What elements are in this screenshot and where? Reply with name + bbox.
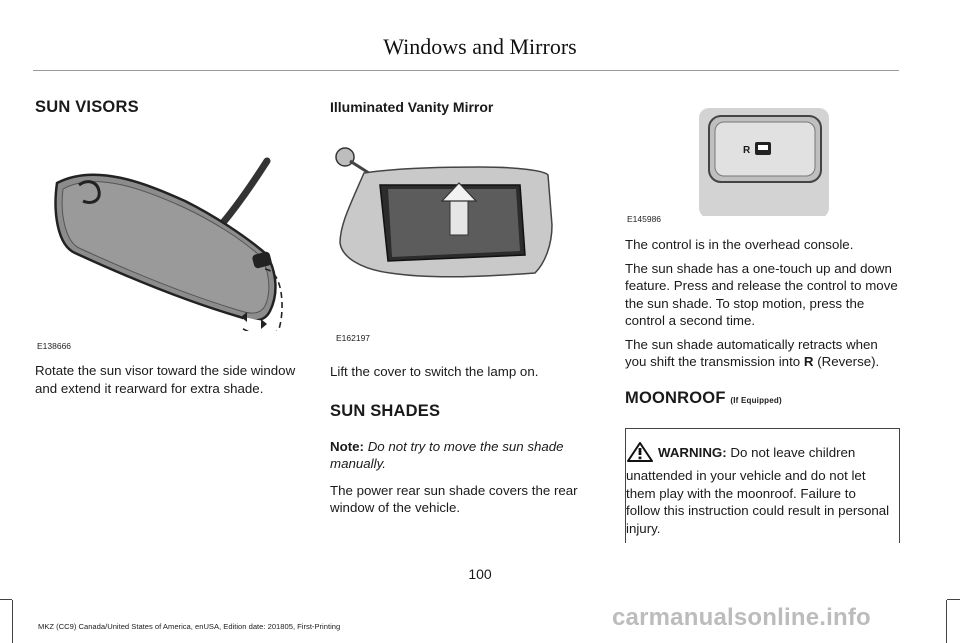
section-title-sun-visors: SUN VISORS: [35, 98, 139, 116]
edition-footer: MKZ (CC9) Canada/United States of America, enUSA, Edition date: 201805, First-Printing: [38, 622, 341, 631]
section-title-moonroof: [625, 389, 900, 408]
column-sun-visors: [35, 98, 307, 397]
warning-text-block: [626, 441, 893, 538]
moonroof-title: MOONROOF: [625, 388, 726, 407]
retract-text-pre: The sun shade automatically retracts when you shift the transmission into: [625, 336, 878, 369]
vanity-mirror-figure: [330, 145, 602, 341]
control-location-body: The control is in the overhead console.: [625, 237, 854, 252]
watermark: carmanualsonline.info: [612, 604, 871, 631]
overhead-control-figure: [625, 98, 900, 228]
sun-visor-figure: [35, 141, 307, 351]
sun-shade-operation-body: The sun shade has a one-touch up and down feature. Press and release the control to move the sun shade. To stop motion, press the control a second time.: [625, 260, 898, 328]
column-vanity-and-sun-shades: [330, 98, 602, 517]
vanity-mirror-illustration: [330, 145, 602, 325]
crop-mark: [12, 600, 13, 643]
header-rule: [33, 70, 899, 71]
sun-visor-body: Rotate the sun visor toward the side window and extend it rearward for extra shade.: [35, 363, 296, 396]
reverse-gear-letter: R: [803, 354, 814, 369]
vanity-mirror-body: Lift the cover to switch the lamp on.: [330, 364, 539, 379]
note-label: Note:: [330, 438, 364, 454]
overhead-console-illustration: [693, 98, 833, 216]
crop-mark: [947, 599, 960, 600]
retract-text-post: (Reverse).: [817, 354, 880, 369]
warning-label: WARNING:: [658, 444, 727, 460]
figure-code: E162197: [336, 333, 371, 343]
warning-icon: [626, 441, 654, 468]
warning-box: [625, 428, 900, 544]
sun-shade-note: [330, 438, 602, 473]
sun-shade-body: The power rear sun shade covers the rear window of the vehicle.: [330, 482, 578, 515]
page-header-title: Windows and Mirrors: [383, 34, 577, 59]
crop-mark: [946, 600, 947, 643]
subheading-illuminated-vanity-mirror: Illuminated Vanity Mirror: [330, 99, 494, 115]
figure-code: E145986: [627, 214, 662, 224]
page-number: 100: [468, 566, 492, 582]
crop-mark: [0, 599, 12, 600]
if-equipped-label: (If Equipped): [730, 395, 782, 405]
column-control-and-moonroof: [625, 98, 900, 543]
sun-shade-retract-body: [625, 336, 900, 371]
note-text: Do not try to move the sun shade manually.: [330, 438, 564, 471]
figure-code: E138666: [37, 341, 72, 351]
warning-text: Do not leave children unattended in your vehicle and do not let them play with the moonroof. Failure to follow this instruction could result in personal injury.: [626, 444, 890, 536]
section-title-sun-shades: SUN SHADES: [330, 401, 441, 420]
sun-shade-switch-label: R: [743, 145, 751, 156]
sun-visor-illustration: [35, 141, 307, 331]
